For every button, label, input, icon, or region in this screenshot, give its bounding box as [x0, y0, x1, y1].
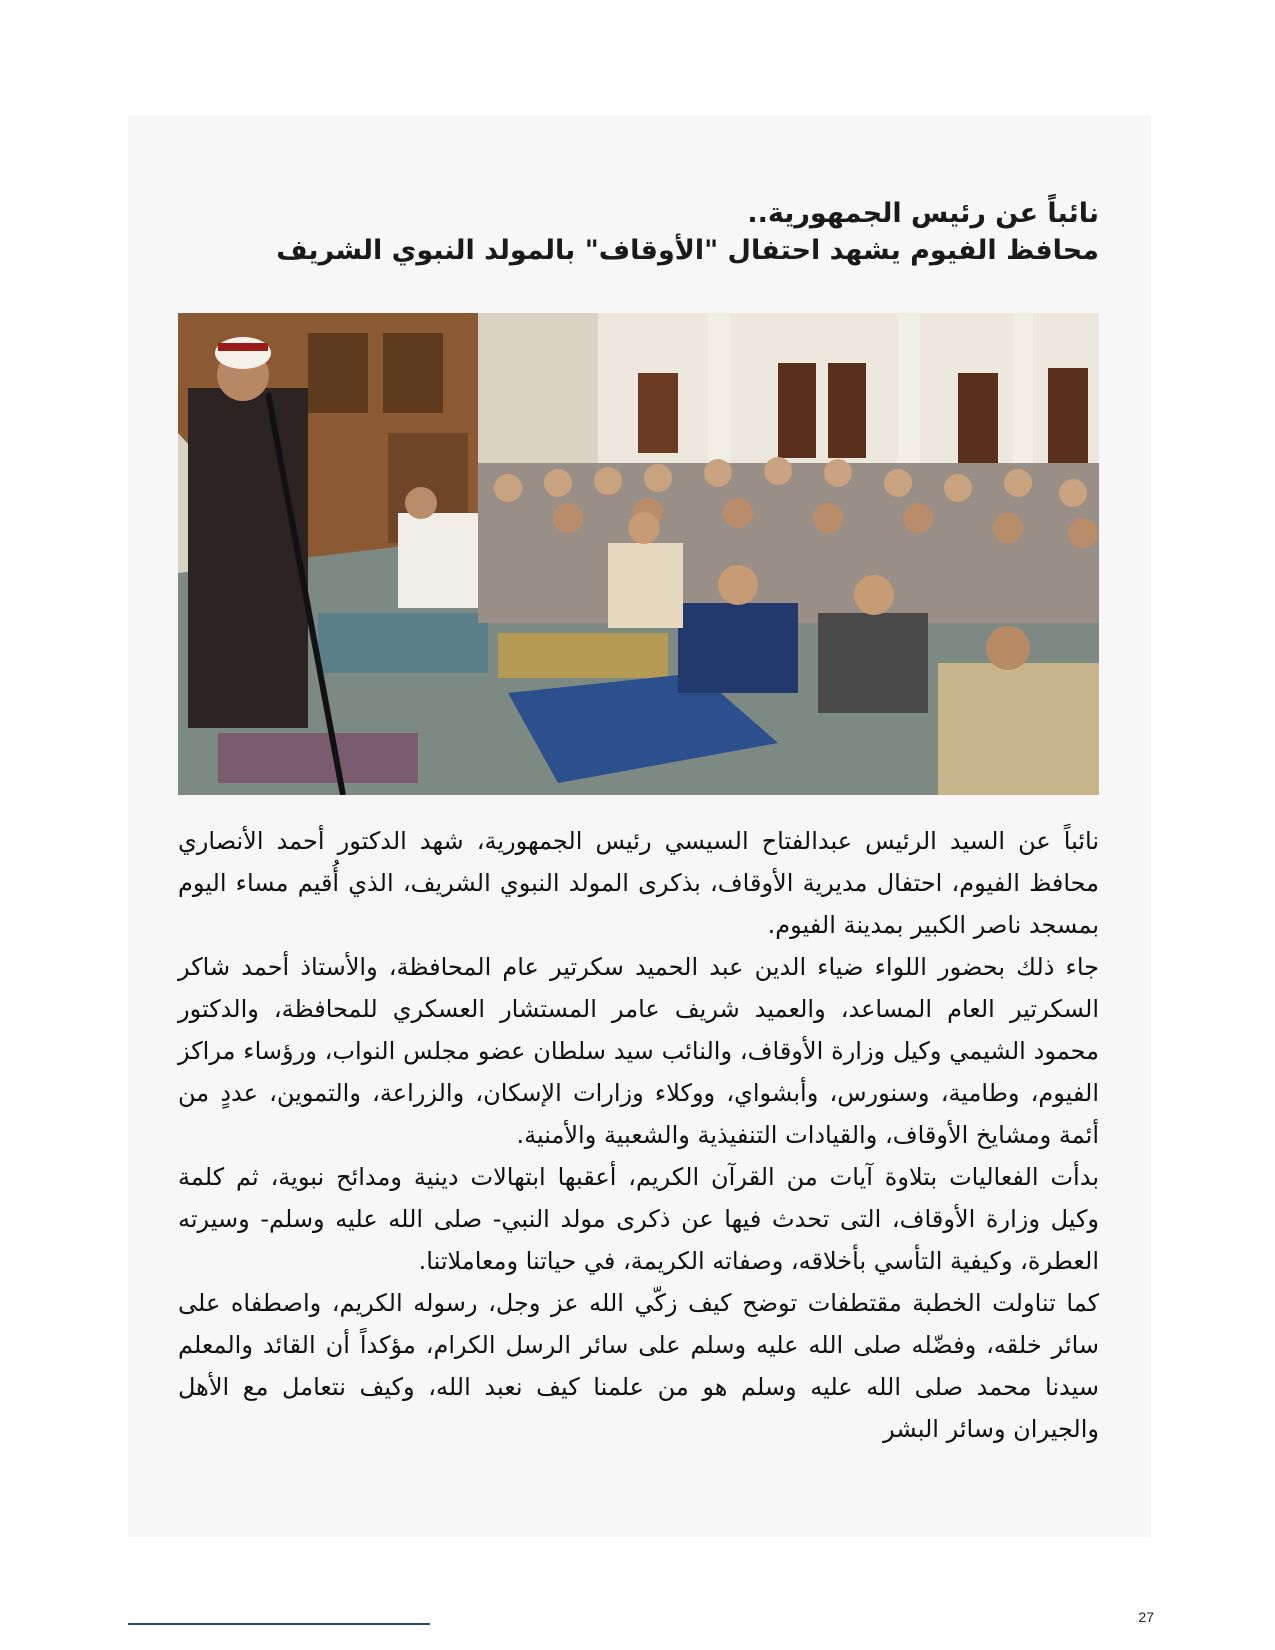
article-body	[178, 820, 1099, 1450]
page-number: 27	[1138, 1609, 1154, 1625]
article-title-line-1: نائباً عن رئيس الجمهورية..	[747, 198, 1099, 229]
footer-rule	[128, 1623, 430, 1625]
article-title-line-2: محافظ الفيوم يشهد احتفال "الأوقاف" بالمولد النبوي الشريف	[276, 235, 1099, 266]
article-title	[178, 195, 1099, 269]
paragraph-1: نائباً عن السيد الرئيس عبدالفتاح السيسي رئيس الجمهورية، شهد الدكتور أحمد الأنصاري محافظ الفيوم، احتفال مديرية الأوقاف، بذكرى المولد النبوي الشريف، الذي أُقيم مساء اليوم بمسجد ناصر الكبير بمدينة الفيوم.	[178, 827, 1099, 939]
paragraph-3: بدأت الفعاليات بتلاوة آيات من القرآن الكريم، أعقبها ابتهالات دينية ومدائح نبوية، ثم كلمة وكيل وزارة الأوقاف، التى تحدث فيها عن ذكرى مولد النبي- صلى الله عليه وسلم- وسيرته العطرة، وكيفية التأسي بأخلاقه، وصفاته الكريمة، في حياتنا ومعاملاتنا.	[178, 1163, 1099, 1275]
mosque-celebration-photo	[178, 313, 1099, 795]
paragraph-2: جاء ذلك بحضور اللواء ضياء الدين عبد الحميد سكرتير عام المحافظة، والأستاذ أحمد شاكر السكرتير العام المساعد، والعميد شريف عامر المستشار العسكري للمحافظة، والدكتور محمود الشيمي وكيل وزارة الأوقاف، والنائب سيد سلطان عضو مجلس النواب، ورؤساء مراكز الفيوم، وطامية، وسنورس، وأبشواي، ووكلاء وزارات الإسكان، والزراعة، والتموين، عددٍ من أئمة ومشايخ الأوقاف، والقيادات التنفيذية والشعبية والأمنية.	[178, 953, 1099, 1149]
paragraph-4: كما تناولت الخطبة مقتطفات توضح كيف زكّي الله عز وجل، رسوله الكريم، واصطفاه على سائر خلقه، وفضّله صلى الله عليه وسلم على سائر الرسل الكرام، مؤكداً أن القائد والمعلم سيدنا محمد صلى الله عليه وسلم هو من علمنا كيف نعبد الله، وكيف نتعامل مع الأهل والجيران وسائر البشر	[178, 1289, 1099, 1443]
